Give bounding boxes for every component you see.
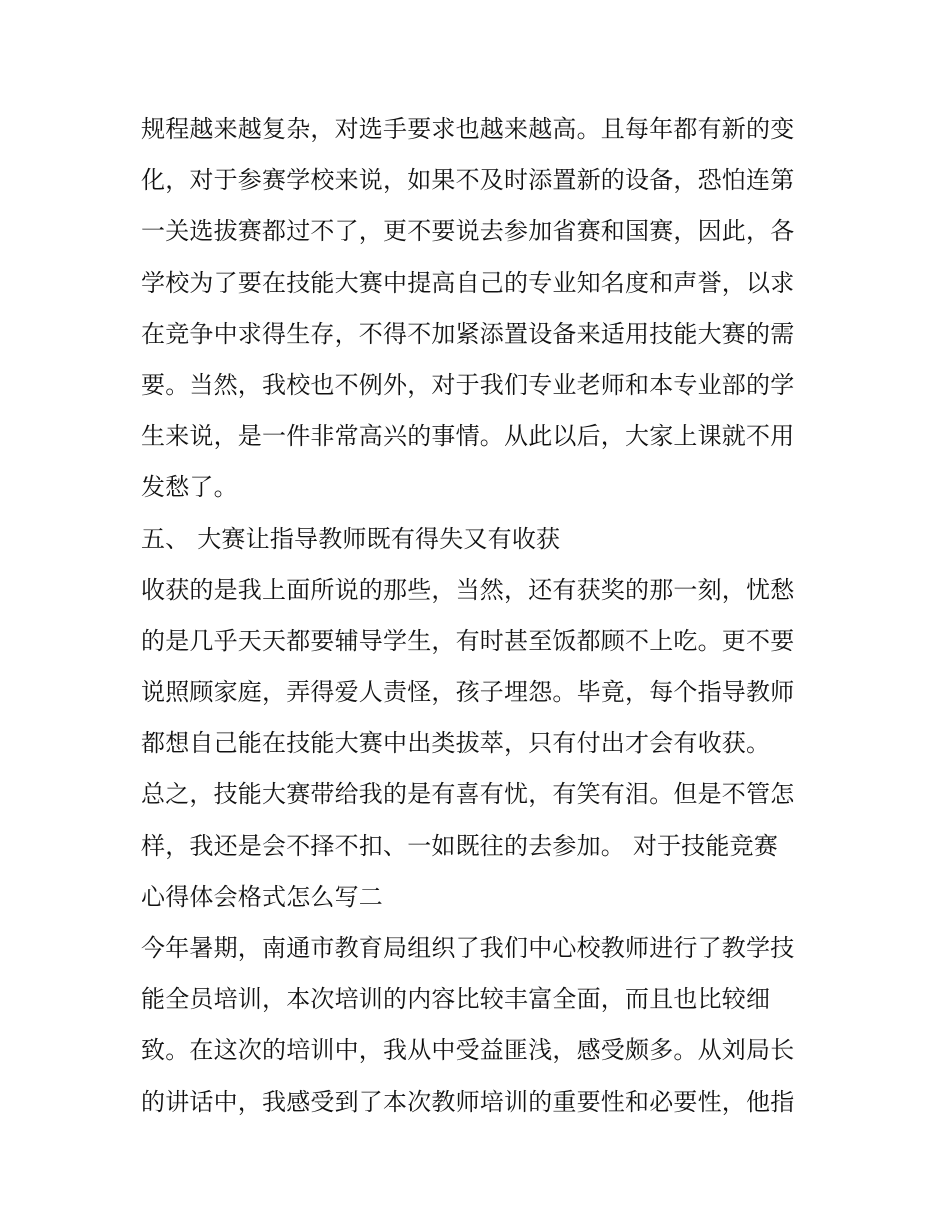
- text-line-15: 样，我还是会不择不扣、一如既往的去参加。 对于技能竞赛: [141, 831, 779, 860]
- text-line-11: 的是几乎天天都要辅导学生，有时甚至饭都顾不上吃。更不要: [141, 626, 795, 655]
- text-line-10: 收获的是我上面所说的那些，当然，还有获奖的那一刻，忧愁: [141, 575, 795, 604]
- text-line-7: 生来说，是一件非常高兴的事情。从此以后，大家上课就不用: [141, 422, 795, 451]
- text-line-13: 都想自己能在技能大赛中出类拔萃，只有付出才会有收获。: [141, 729, 771, 758]
- document-body: [141, 104, 821, 1128]
- section-title-2: 心得体会格式怎么写二: [141, 882, 383, 911]
- text-line-3: 一关选拔赛都过不了，更不要说去参加省赛和国赛，因此，各: [141, 217, 795, 246]
- text-line-6: 要。当然，我校也不例外，对于我们专业老师和本专业部的学: [141, 370, 795, 399]
- text-line-19: 致。在这次的培训中，我从中受益匪浅，感受颇多。从刘局长: [141, 1036, 795, 1065]
- text-line-20: 的讲话中，我感受到了本次教师培训的重要性和必要性，他指: [141, 1087, 795, 1116]
- section-heading-5: 五、 大赛让指导教师既有得失又有收获: [141, 524, 561, 553]
- text-line-1: 规程越来越复杂，对选手要求也越来越高。且每年都有新的变: [141, 115, 795, 143]
- text-line-5: 在竞争中求得生存，不得不加紧添置设备来适用技能大赛的需: [141, 319, 795, 348]
- text-line-18: 能全员培训，本次培训的内容比较丰富全面，而且也比较细: [141, 985, 771, 1014]
- text-line-2: 化，对于参赛学校来说，如果不及时添置新的设备，恐怕连第: [141, 166, 795, 195]
- text-line-4: 学校为了要在技能大赛中提高自己的专业知名度和声誉，以求: [141, 268, 795, 297]
- text-line-17: 今年暑期，南通市教育局组织了我们中心校教师进行了教学技: [141, 934, 795, 962]
- text-line-12: 说照顾家庭，弄得爱人责怪，孩子埋怨。毕竟，每个指导教师: [141, 678, 795, 707]
- text-line-14: 总之，技能大赛带给我的是有喜有忧，有笑有泪。但是不管怎: [141, 780, 795, 809]
- text-line-8: 发愁了。: [141, 473, 238, 502]
